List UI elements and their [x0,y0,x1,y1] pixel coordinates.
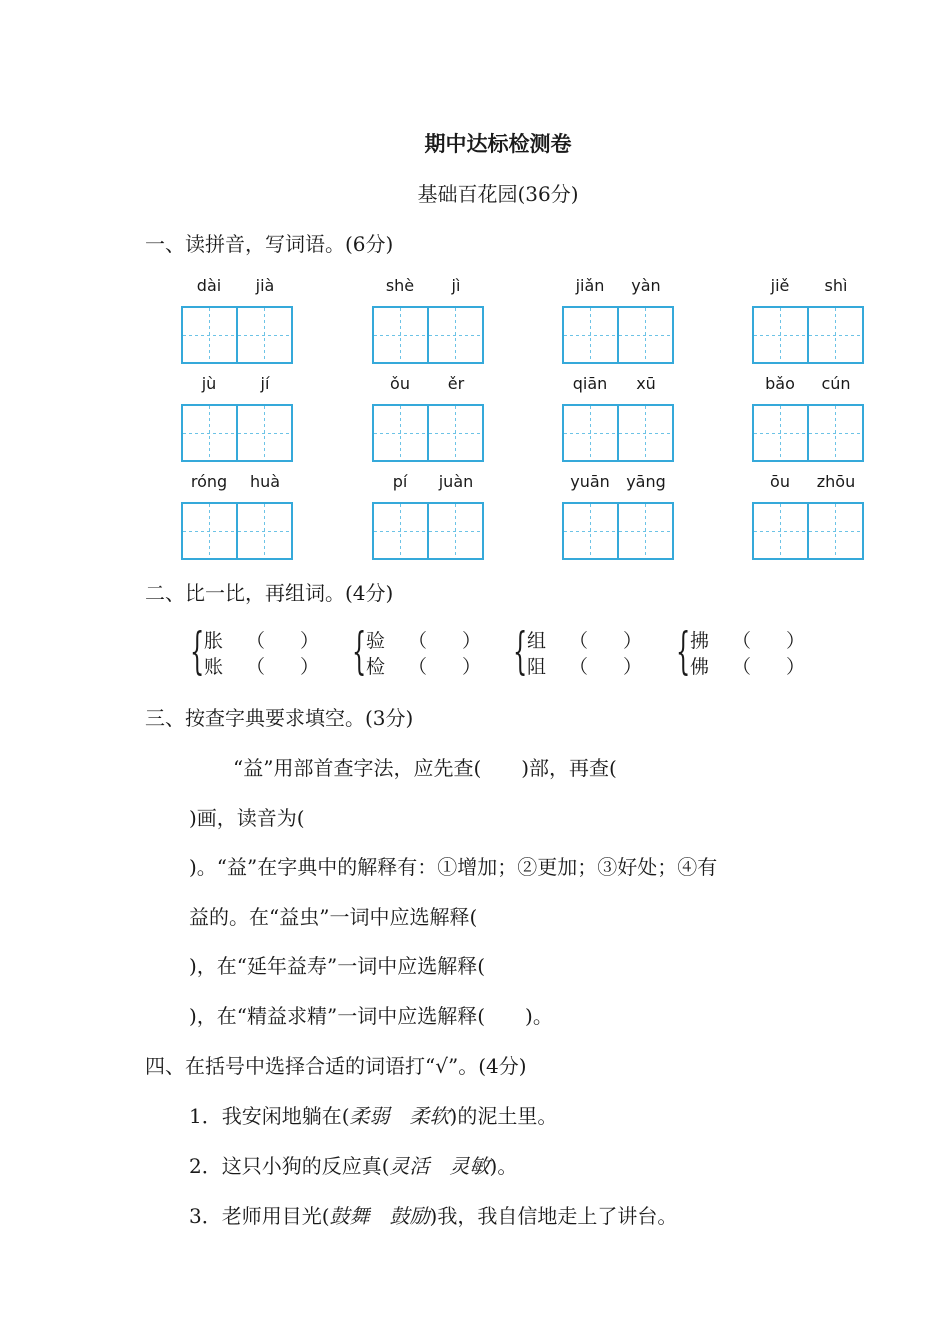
pair-row [366,626,482,653]
item-text: )的泥土里。 [449,1104,558,1128]
pair-char: 组 [527,630,547,652]
pair-row [366,652,482,679]
pinyin-row [372,374,484,396]
writing-cell[interactable] [562,306,619,364]
writing-cell[interactable] [238,502,293,560]
pinyin-syllable: jiě [770,276,790,295]
writing-cell[interactable] [562,404,619,462]
writing-grid [752,306,864,364]
pinyin-word [181,472,293,560]
pinyin-row [562,374,674,396]
pinyin-syllable: róng [190,472,228,491]
pair-char: 胀 [204,630,224,652]
writing-cell[interactable] [619,306,674,364]
item-number: 1． [189,1104,222,1128]
q2-heading: 二、比一比，再组词。(4分) [145,581,394,605]
pair-char: 账 [204,656,224,678]
pinyin-row [562,472,674,494]
pinyin-syllable: yuān [570,472,610,491]
pinyin-row [752,472,864,494]
brace-icon: { [352,622,367,680]
pinyin-word [562,374,674,462]
q3-line: )，在“精益求精”一词中应选解释( )。 [189,1004,553,1028]
pinyin-syllable: jì [451,276,461,295]
option-word[interactable]: 柔弱 [349,1104,390,1128]
pinyin-word [372,472,484,560]
pinyin-row [181,374,293,396]
item-text: 这只小狗的反应真( [221,1154,390,1178]
char-pair [190,624,350,680]
writing-grid [562,306,674,364]
writing-cell[interactable] [372,404,429,462]
q3-line: “益”用部首查字法，应先查( )部，再查( [233,756,617,780]
writing-grid [372,502,484,560]
writing-cell[interactable] [752,502,809,560]
option-word[interactable]: 鼓舞 [329,1204,370,1228]
answer-blank-close: ） [786,630,806,652]
section-subtitle: 基础百花园(36分) [417,182,579,206]
answer-blank-close: ） [786,656,806,678]
pinyin-syllable: pí [392,472,408,491]
writing-cell[interactable] [181,502,238,560]
writing-grid [181,306,293,364]
answer-blank-open[interactable]: （ [246,630,266,652]
item-text: )我，我自信地走上了讲台。 [429,1204,678,1228]
writing-cell[interactable] [752,404,809,462]
answer-blank-close: ） [462,630,482,652]
writing-cell[interactable] [562,502,619,560]
writing-grid [562,404,674,462]
pinyin-syllable: shì [824,276,848,295]
pair-char: 检 [366,656,386,678]
answer-blank-open[interactable]: （ [569,656,589,678]
pinyin-word [181,276,293,364]
option-word[interactable]: 鼓励 [389,1204,430,1228]
brace-icon: { [513,622,528,680]
answer-blank-open[interactable]: （ [732,656,752,678]
pinyin-syllable: dài [196,276,222,295]
pair-row [204,652,320,679]
q3-line: )。“益”在字典中的解释有：①增加；②更加；③好处；④有 [189,855,718,879]
pinyin-syllable: jù [201,374,217,393]
writing-cell[interactable] [372,502,429,560]
page-title: 期中达标检测卷 [424,131,572,156]
pinyin-syllable: huà [249,472,281,491]
writing-grid [372,404,484,462]
answer-blank-close: ） [300,656,320,678]
pinyin-syllable: jiǎn [575,276,605,295]
q3-heading: 三、按查字典要求填空。(3分) [145,706,414,730]
pinyin-syllable: jià [255,276,275,295]
answer-blank-open[interactable]: （ [732,630,752,652]
pinyin-syllable: yāng [626,472,666,491]
char-pair [352,624,512,680]
pinyin-syllable: zhōu [816,472,856,491]
pinyin-row [752,276,864,298]
pinyin-syllable: bǎo [765,374,795,393]
pinyin-word [562,472,674,560]
item-number: 2． [189,1154,222,1178]
option-word[interactable]: 柔软 [409,1104,450,1128]
answer-blank-close: ） [623,656,643,678]
writing-cell[interactable] [809,502,864,560]
q1-heading: 一、读拼音，写词语。(6分) [145,232,394,256]
q4-item [189,1200,677,1229]
writing-cell[interactable] [619,404,674,462]
pinyin-syllable: yàn [631,276,661,295]
writing-grid [562,502,674,560]
pinyin-syllable: ǒu [390,374,410,393]
char-pair [513,624,673,680]
pinyin-word [752,276,864,364]
writing-grid [181,502,293,560]
answer-blank-close: ） [300,630,320,652]
pinyin-row [562,276,674,298]
writing-cell[interactable] [809,404,864,462]
pair-char: 验 [366,630,386,652]
pinyin-syllable: juàn [438,472,474,491]
writing-grid [752,502,864,560]
q3-line: )，在“延年益寿”一词中应选解释( [189,954,486,978]
pinyin-syllable: xū [636,374,656,393]
answer-blank-open[interactable]: （ [408,630,428,652]
char-pair [676,624,836,680]
pinyin-word [752,374,864,462]
writing-cell[interactable] [429,404,484,462]
option-word[interactable]: 灵活 [389,1154,430,1178]
writing-cell[interactable] [809,306,864,364]
pinyin-row [181,472,293,494]
pinyin-syllable: cún [821,374,851,393]
answer-blank-close: ） [462,656,482,678]
pair-row [527,652,643,679]
writing-cell[interactable] [429,502,484,560]
pinyin-syllable: qiān [572,374,608,393]
item-number: 3． [189,1204,222,1228]
q4-item [189,1150,517,1179]
writing-cell[interactable] [752,306,809,364]
item-text: 我安闲地躺在( [221,1104,350,1128]
pinyin-syllable: shè [385,276,415,295]
pair-char: 阻 [527,656,547,678]
writing-grid [752,404,864,462]
item-text: )。 [489,1154,518,1178]
pinyin-word [372,374,484,462]
writing-cell[interactable] [181,306,238,364]
writing-grid [181,404,293,462]
answer-blank-open[interactable]: （ [569,630,589,652]
brace-icon: { [190,622,205,680]
pinyin-row [372,472,484,494]
writing-cell[interactable] [238,306,293,364]
pinyin-word [372,276,484,364]
pinyin-row [372,276,484,298]
pinyin-row [181,276,293,298]
answer-blank-open[interactable]: （ [408,656,428,678]
pinyin-word [562,276,674,364]
brace-icon: { [676,622,691,680]
writing-cell[interactable] [238,404,293,462]
writing-cell[interactable] [372,306,429,364]
pair-row [690,626,806,653]
answer-blank-open[interactable]: （ [246,656,266,678]
pinyin-row [752,374,864,396]
pinyin-syllable: ěr [447,374,465,393]
option-word[interactable]: 灵敏 [449,1154,490,1178]
pinyin-word [181,374,293,462]
pinyin-syllable: jí [260,374,270,393]
writing-cell[interactable] [429,306,484,364]
writing-grid [372,306,484,364]
pinyin-word [752,472,864,560]
q3-line: )画，读音为( [189,806,305,830]
q4-item [189,1100,557,1129]
pair-row [527,626,643,653]
q4-heading: 四、在括号中选择合适的词语打“√”。(4分) [145,1054,527,1078]
pair-row [204,626,320,653]
pair-char: 佛 [690,656,710,678]
pinyin-syllable: ōu [770,472,790,491]
writing-cell[interactable] [181,404,238,462]
writing-cell[interactable] [619,502,674,560]
pair-char: 拂 [690,630,710,652]
pair-row [690,652,806,679]
answer-blank-close: ） [623,630,643,652]
q3-line: 益的。在“益虫”一词中应选解释( [189,905,478,929]
item-text: 老师用目光( [221,1204,330,1228]
